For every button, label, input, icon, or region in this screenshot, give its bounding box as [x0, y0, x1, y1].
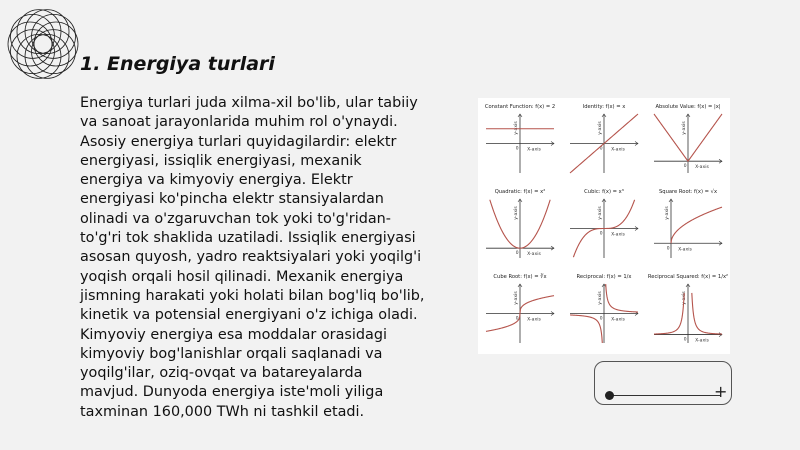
origin-label: 0: [666, 246, 670, 252]
x-axis-label: X-axis: [611, 232, 625, 238]
media-slider[interactable]: [594, 361, 732, 405]
panel-title: Cube Root: f(x) = ∛x: [493, 274, 547, 280]
y-axis-label: y-axis: [598, 206, 603, 220]
panel-title: Absolute Value: f(x) = |x|: [655, 104, 721, 110]
x-axis-label: X-axis: [678, 247, 692, 253]
panel-title: Cubic: f(x) = x³: [584, 189, 624, 195]
slide-title: 1. Energiya turlari: [80, 53, 275, 75]
slider-track[interactable]: [609, 395, 721, 396]
slider-knob[interactable]: [605, 391, 614, 400]
origin-label: 0: [683, 164, 687, 170]
function-graphs-figure: [478, 98, 730, 354]
origin-label: 0: [683, 337, 687, 343]
logo-ring: [34, 22, 78, 66]
plus-icon[interactable]: +: [714, 382, 728, 401]
x-axis-label: X-axis: [527, 147, 541, 153]
y-axis-label: y-axis: [598, 121, 603, 135]
panel-title: Reciprocal Squared: f(x) = 1/x²: [647, 274, 729, 280]
origin-label: 0: [599, 316, 603, 322]
y-axis-label: y-axis: [514, 291, 519, 305]
panel-title: Constant Function: f(x) = 2: [484, 104, 556, 110]
panel-title: Identity: f(x) = x: [582, 104, 626, 110]
spirograph-logo-icon: [4, 3, 82, 85]
origin-label: 0: [515, 316, 519, 322]
panel-title: Square Root: f(x) = √x: [658, 189, 718, 195]
y-axis-label: y-axis: [598, 291, 603, 305]
slide-paragraph: Energiya turlari juda xilma-xil bo'lib, ular tabiiy va sanoat jarayonlarida muhim rol o'ynaydi. Asosiy energiya turlari quyidagilardir: elektr energiyasi, issiqlik energiyasi, mexanik energiya va kimyoviy energiya. Elektr energiyasi ko'pincha elektr stansiyalardan olinadi va o'zgaruvchan tok yoki to'g'ridan-to'g'ri tok shaklida uzatiladi. Issiqlik energiyasi asosan quyosh, yadro reaktsiyalari yoki yoqilg'i yoqish orqali hosil qilinadi. Mexanik energiya jismning harakati yoki holati bilan bog'liq bo'lib, kinetik va potensial energiyani o'z ichiga oladi. Kimyoviy energiya esa moddalar orasidagi kimyoviy bog'lanishlar orqali saqlanadi va yoqilg'ilar, oziq-ovqat va batareyalarda mavjud. Dunyoda energiya iste'moli yiliga taxminan 160,000 TWh ni tashkil etadi.: [80, 95, 425, 420]
function-curve: [671, 207, 722, 243]
y-axis-label: y-axis: [514, 206, 519, 220]
panel-title: Reciprocal: f(x) = 1/x: [576, 274, 632, 280]
logo-ring: [8, 22, 52, 66]
origin-label: 0: [515, 251, 519, 257]
origin-label: 0: [599, 231, 603, 237]
y-axis-label: y-axis: [665, 206, 670, 220]
x-axis-label: X-axis: [527, 252, 541, 258]
origin-label: 0: [515, 146, 519, 152]
y-axis-label: y-axis: [514, 121, 519, 135]
x-axis-label: X-axis: [695, 338, 709, 344]
y-axis-label: y-axis: [682, 291, 687, 305]
x-axis-label: X-axis: [695, 165, 709, 171]
x-axis-label: X-axis: [611, 317, 625, 323]
y-axis-label: y-axis: [682, 121, 687, 135]
x-axis-label: X-axis: [611, 147, 625, 153]
origin-label: 0: [599, 146, 603, 152]
x-axis-label: X-axis: [527, 317, 541, 323]
panel-title: Quadratic: f(x) = x²: [494, 189, 546, 195]
